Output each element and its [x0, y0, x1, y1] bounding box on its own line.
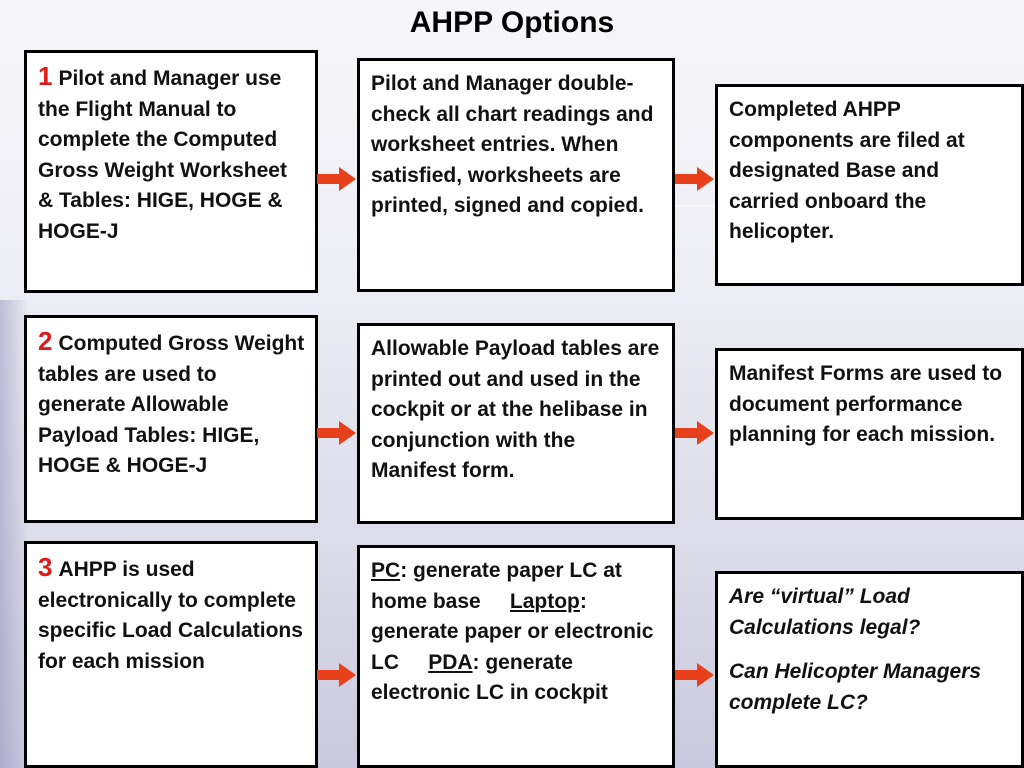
pc-text: : generate paper LC at home base [371, 559, 622, 613]
step1-review-box [357, 58, 675, 292]
step1-box [24, 50, 318, 293]
pc-label: PC [371, 559, 401, 582]
question-managers-lc: Can Helicopter Managers complete LC? [729, 660, 982, 714]
right-arrow-icon [315, 166, 357, 192]
step-number: 3 [38, 552, 53, 582]
right-arrow-icon [673, 166, 715, 192]
laptop-text: : generate paper or electronic LC [371, 589, 654, 674]
step-number: 1 [38, 61, 53, 91]
laptop-label: Laptop [509, 589, 580, 613]
step1-text: Pilot and Manager use the Flight Manual to complete the Computed Gross Weight Worksheet & Tables: HIGE, HOGE & HOGE-J [38, 67, 287, 243]
step3-box [24, 541, 318, 768]
step3-devices-box [357, 545, 675, 768]
step2-output-box [357, 323, 675, 524]
step2-result-box [715, 348, 1024, 520]
step2-result-text: Manifest Forms are used to document performance planning for each mission. [729, 362, 1003, 446]
step1-result-text: Completed AHPP components are filed at designated Base and carried onboard the helicopter. [729, 98, 965, 243]
step1-result-box [715, 84, 1024, 286]
right-arrow-icon [315, 420, 357, 446]
right-arrow-icon [673, 420, 715, 446]
right-arrow-icon [673, 662, 715, 688]
pda-text: : generate electronic LC in cockpit [371, 650, 608, 704]
step2-text: Computed Gross Weight tables are used to generate Allowable Payload Tables: HIGE, HOGE & HOGE-J [38, 332, 305, 477]
step2-output-text: Allowable Payload tables are printed out and used in the cockpit or at the helibase in conjunction with the Manifest form. [371, 337, 660, 482]
step3-text: AHPP is used electronically to complete specific Load Calculations for each mission [38, 558, 303, 673]
page-title: AHPP Options [409, 6, 615, 39]
step-number: 2 [38, 326, 53, 356]
step3-questions-box [715, 571, 1024, 768]
step2-box [24, 315, 318, 523]
pda-label: PDA [428, 650, 473, 674]
right-arrow-icon [315, 662, 357, 688]
step1-review-text: Pilot and Manager double-check all chart readings and worksheet entries. When satisfied, worksheets are printed, signed and copied. [371, 72, 654, 217]
question-virtual-lc: Are “virtual” Load Calculations legal? [729, 585, 921, 639]
